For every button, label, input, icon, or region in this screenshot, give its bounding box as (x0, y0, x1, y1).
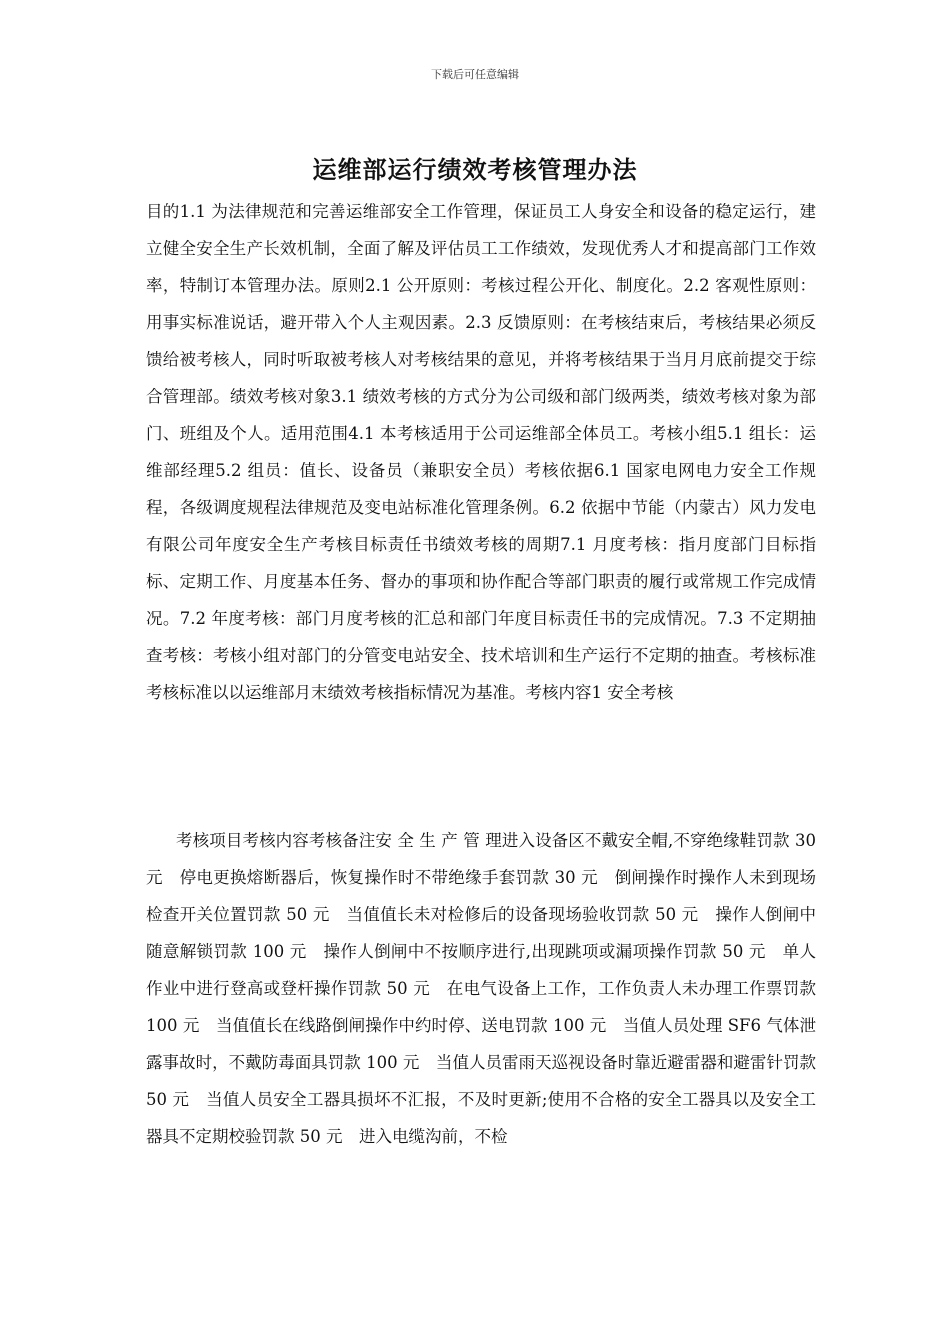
page-title: 运维部运行绩效考核管理办法 (312, 156, 638, 184)
header-note: 下载后可任意编辑 (431, 68, 519, 81)
body-paragraph: 目的1.1 为法律规范和完善运维部安全工作管理，保证员工人身安全和设备的稳定运行，建立健全安全生产长效机制，全面了解及评估员工工作绩效，发现优秀人才和提高部门工作效率，特制订本管理办法。原则2.1 公开原则：考核过程公开化、制度化。2.2 客观性原则：用事实标准说话，避开带入个人主观因素。2.3 反馈原则：在考核结束后，考核结果必须反馈给被考核人，同时听取被考核人对考核结果的意见，并将考核结果于当月月底前提交于综合管理部。绩效考核对象3.1 绩效考核的方式分为公司级和部门级两类，绩效考核对象为部门、班组及个人。适用范围4.1 本考核适用于公司运维部全体员工。考核小组5.1 组长：运维部经理5.2 组员：值长、设备员（兼职安全员）考核依据6.1 国家电网电力安全工作规程，各级调度规程法律规范及变电站标准化管理条例。6.2 依据中节能（内蒙古）风力发电有限公司年度安全生产考核目标责任书绩效考核的周期7.1 月度考核：指月度部门目标指标、定期工作、月度基本任务、督办的事项和协作配合等部门职责的履行或常规工作完成情况。7.2 年度考核：部门月度考核的汇总和部门年度目标责任书的完成情况。7.3 不定期抽查考核：考核小组对部门的分管变电站安全、技术培训和生产运行不定期的抽查。考核标准考核标准以以运维部月末绩效考核指标情况为基准。考核内容1 安全考核 (146, 202, 816, 702)
body-paragraph: 考核项目考核内容考核备注安 全 生 产 管 理进入设备区不戴安全帽,不穿绝缘鞋罚款 30 元 停电更换熔断器后，恢复操作时不带绝缘手套罚款 30 元 倒闸操作时操作人未到现场检查开关位置罚款 50 元 当值值长未对检修后的设备现场验收罚款 50 元 操作人倒闸中随意解锁罚款 100 元 操作人倒闸中不按顺序进行,出现跳项或漏项操作罚款 50 元 单人作业中进行登高或登杆操作罚款 50 元 在电气设备上工作，工作负责人未办理工作票罚款 100 元 当值值长在线路倒闸操作中约时停、送电罚款 100 元 当值人员处理 SF6 气体泄露事故时，不戴防毒面具罚款 100 元 当值人员雷雨天巡视设备时靠近避雷器和避雷针罚款 50 元 当值人员安全工器具损坏不汇报，不及时更新;使用不合格的安全工器具以及安全工器具不定期校验罚款 50 元 进入电缆沟前，不检 (146, 831, 816, 1146)
